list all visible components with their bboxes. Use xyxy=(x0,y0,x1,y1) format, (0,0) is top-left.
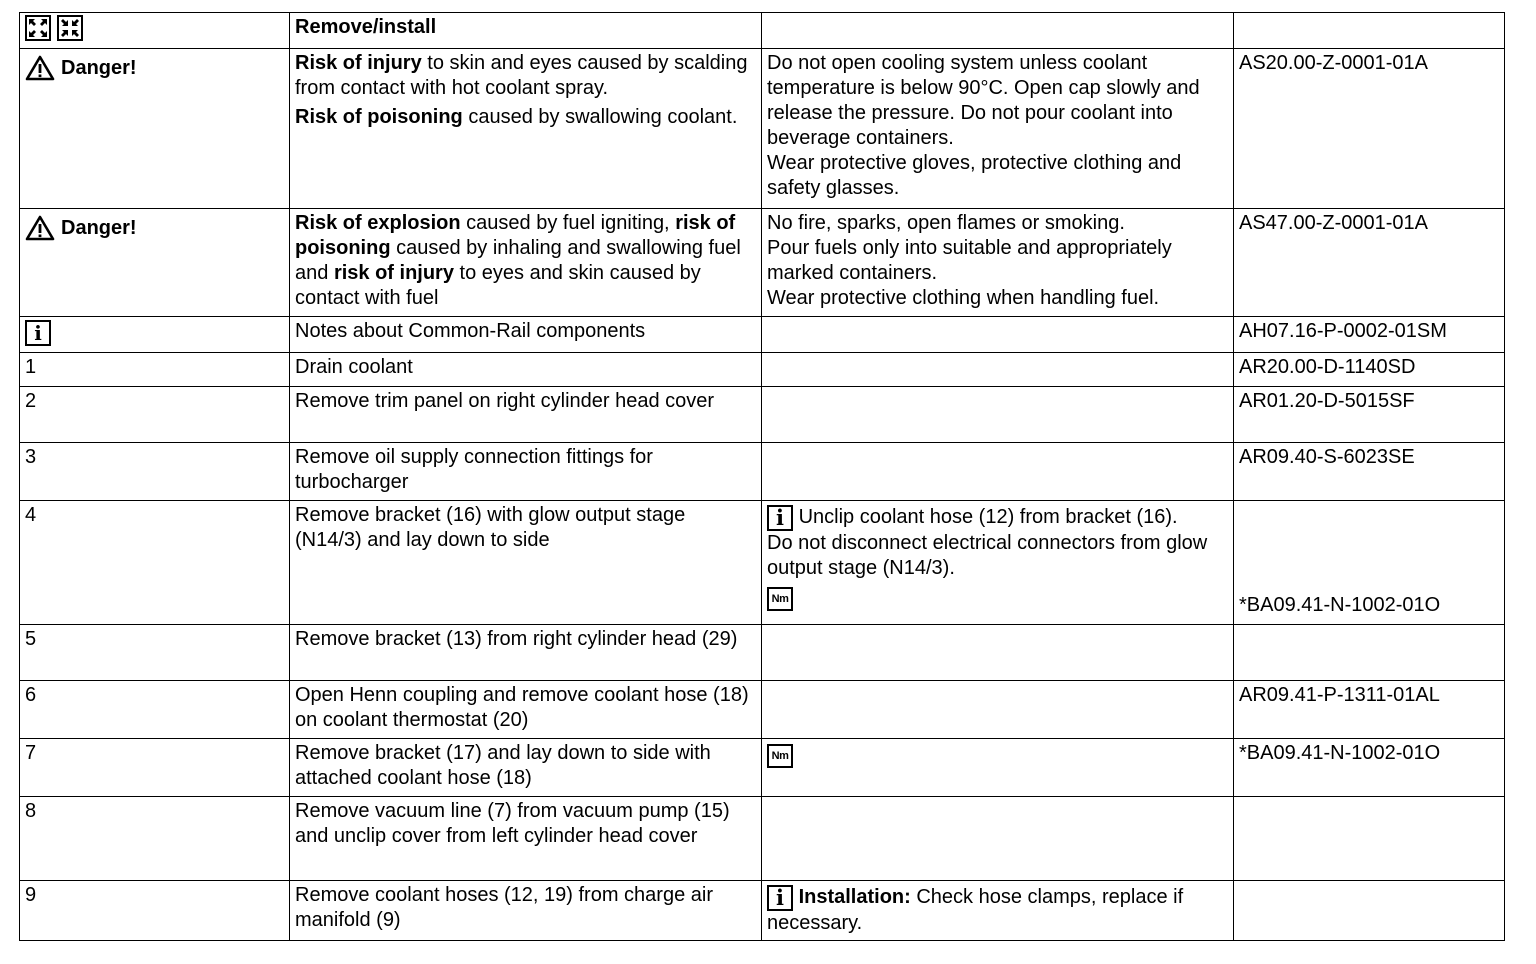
reference-link[interactable]: AH07.16-P-0002-01SM xyxy=(1234,317,1505,353)
danger-measures-cell xyxy=(762,49,1234,209)
step-number: 8 xyxy=(20,797,290,881)
header-empty-cell xyxy=(1234,13,1505,49)
reference-link[interactable]: AS20.00-Z-0001-01A xyxy=(1234,49,1505,209)
step-note xyxy=(762,625,1234,681)
procedure-table xyxy=(19,12,1505,941)
reference-cell xyxy=(1234,501,1505,625)
reference-link[interactable]: AR09.41-P-1311-01AL xyxy=(1234,681,1505,739)
step-note xyxy=(762,739,1234,797)
danger-measures-cell xyxy=(762,209,1234,317)
reference-link[interactable]: *BA09.41-N-1002-01O xyxy=(1234,739,1505,797)
reference-link[interactable]: AR01.20-D-5015SF xyxy=(1234,387,1505,443)
danger-label: Danger! xyxy=(61,216,137,239)
step-action: Remove vacuum line (7) from vacuum pump (15) and unclip cover from left cylinder head cover xyxy=(290,797,762,881)
danger-label: Danger! xyxy=(61,56,137,79)
step-action: Remove trim panel on right cylinder head cover xyxy=(290,387,762,443)
step-number: 6 xyxy=(20,681,290,739)
header-row xyxy=(20,13,1505,49)
info-row xyxy=(20,317,1505,353)
step-row xyxy=(20,625,1505,681)
step-row xyxy=(20,353,1505,387)
step-note xyxy=(762,443,1234,501)
step-row xyxy=(20,881,1505,941)
torque-nm-icon: Nm xyxy=(767,744,793,768)
remove-tool-icon xyxy=(25,15,51,41)
step-row xyxy=(20,387,1505,443)
reference-cell xyxy=(1234,625,1505,681)
info-text: Notes about Common-Rail components xyxy=(290,317,762,353)
step-action: Drain coolant xyxy=(290,353,762,387)
danger-risk-cell xyxy=(290,49,762,209)
info-icon: i xyxy=(767,505,793,531)
reference-cell xyxy=(1234,881,1505,941)
reference-link[interactable]: *BA09.41-N-1002-01O xyxy=(1239,594,1441,616)
reference-link[interactable]: AR20.00-D-1140SD xyxy=(1234,353,1505,387)
step-number: 2 xyxy=(20,387,290,443)
step-number: 9 xyxy=(20,881,290,941)
step-action: Remove bracket (16) with glow output stage (N14/3) and lay down to side xyxy=(290,501,762,625)
reference-link[interactable]: AR09.40-S-6023SE xyxy=(1234,443,1505,501)
step-note xyxy=(762,797,1234,881)
step-row xyxy=(20,797,1505,881)
step-action: Remove bracket (13) from right cylinder head (29) xyxy=(290,625,762,681)
installation-label: Installation: xyxy=(798,886,911,908)
step-action: Remove bracket (17) and lay down to side with attached coolant hose (18) xyxy=(290,739,762,797)
warning-triangle-icon xyxy=(25,55,55,81)
step-note xyxy=(762,387,1234,443)
step-note xyxy=(762,353,1234,387)
step-number: 7 xyxy=(20,739,290,797)
warning-triangle-icon xyxy=(25,215,55,241)
step-row xyxy=(20,739,1505,797)
risk-poisoning-text: Risk of poisoning caused by swallowing coolant. xyxy=(295,106,738,128)
step-row xyxy=(20,501,1505,625)
measures-line: No fire, sparks, open flames or smoking. xyxy=(767,212,1125,234)
step-number: 4 xyxy=(20,501,290,625)
danger-row xyxy=(20,209,1505,317)
header-icons-cell xyxy=(20,13,290,49)
step-note: i Unclip coolant hose (12) from bracket (16). Do not disconnect electrical connectors from glow output stage (N14/3). Nm xyxy=(762,501,1234,625)
header-empty-cell xyxy=(762,13,1234,49)
measures-line: Pour fuels only into suitable and appropriately marked containers. xyxy=(767,237,1172,284)
measures-line: Wear protective clothing when handling fuel. xyxy=(767,287,1160,309)
danger-risk-cell: Risk of explosion caused by fuel igniting, risk of poisoning caused by inhaling and swallowing fuel and risk of injury to eyes and skin caused by contact with fuel xyxy=(290,209,762,317)
step-action: Remove coolant hoses (12, 19) from charge air manifold (9) xyxy=(290,881,762,941)
step-number: 1 xyxy=(20,353,290,387)
reference-link[interactable]: AS47.00-Z-0001-01A xyxy=(1234,209,1505,317)
danger-label-cell xyxy=(20,209,290,317)
step-row xyxy=(20,443,1505,501)
step-row xyxy=(20,681,1505,739)
header-title: Remove/install xyxy=(290,13,762,49)
step-action: Open Henn coupling and remove coolant hose (18) on coolant thermostat (20) xyxy=(290,681,762,739)
step-number: 5 xyxy=(20,625,290,681)
step-note xyxy=(762,681,1234,739)
torque-nm-icon: Nm xyxy=(767,587,793,611)
info-icon-cell xyxy=(20,317,290,353)
info-empty-cell xyxy=(762,317,1234,353)
step-number: 3 xyxy=(20,443,290,501)
install-tool-icon xyxy=(57,15,83,41)
measures-text: Do not open cooling system unless coolant temperature is below 90°C. Open cap slowly and release the pressure. Do not pour coolant into beverage containers. xyxy=(767,52,1200,149)
danger-label-cell xyxy=(20,49,290,209)
danger-row xyxy=(20,49,1505,209)
step-note: i Installation: Check hose clamps, replace if necessary. xyxy=(762,881,1234,941)
reference-cell xyxy=(1234,797,1505,881)
step-action: Remove oil supply connection fittings for turbocharger xyxy=(290,443,762,501)
info-icon: i xyxy=(25,320,51,346)
measures-text: Wear protective gloves, protective clothing and safety glasses. xyxy=(767,152,1182,199)
risk-injury-text: Risk of injury to skin and eyes caused by scalding from contact with hot coolant spray. xyxy=(295,52,748,99)
info-icon: i xyxy=(767,885,793,911)
